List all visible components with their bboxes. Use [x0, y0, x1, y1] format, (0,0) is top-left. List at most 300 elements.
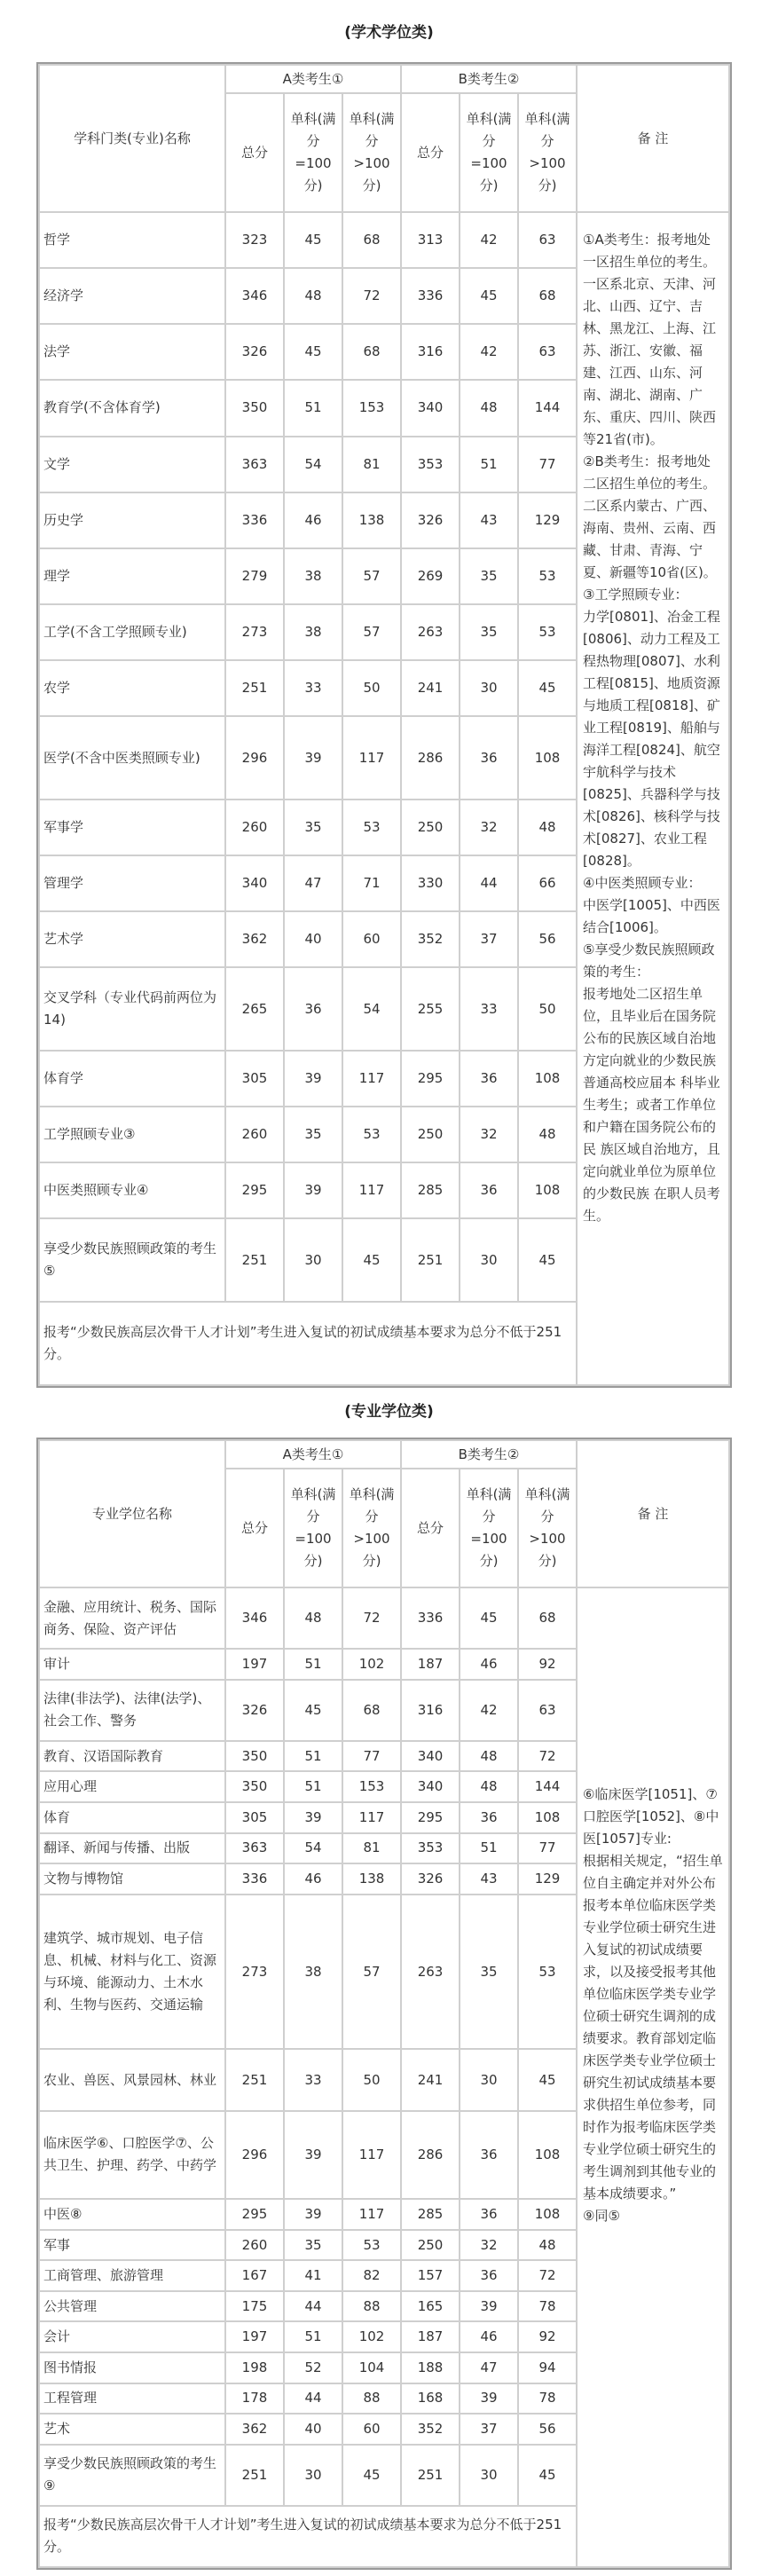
single-over100-header-b: 单科(满分>100分) [518, 93, 577, 212]
single-100-score-a: 38 [284, 604, 342, 660]
single-100-score-a: 51 [284, 380, 342, 436]
single-over100-score-b: 53 [518, 548, 577, 604]
single-over100-score-a: 68 [342, 212, 401, 268]
remark-paragraph: 中医学[1005]、中西医结合[1006]。 [583, 897, 720, 935]
total-score-a: 336 [225, 1863, 284, 1895]
group-b-header: B类考生② [401, 65, 577, 93]
single-over100-score-a: 50 [342, 660, 401, 716]
single-100-score-b: 51 [460, 437, 518, 492]
single-100-score-a: 33 [284, 660, 342, 716]
total-score-a: 260 [225, 800, 284, 855]
total-score-b: 250 [401, 1107, 460, 1162]
subject-name: 军事 [39, 2230, 225, 2261]
remark-paragraph: ④中医类照顾专业： [583, 875, 702, 891]
subject-name: 军事学 [39, 800, 225, 855]
single-100-score-b: 45 [460, 1587, 518, 1649]
total-score-b: 241 [401, 2049, 460, 2110]
group-b-header: B类考生② [401, 1440, 577, 1469]
single-over100-score-b: 63 [518, 1680, 577, 1741]
subject-name: 体育学 [39, 1051, 225, 1107]
single-over100-header-a: 单科(满分>100分) [342, 1469, 401, 1587]
single-over100-score-b: 66 [518, 855, 577, 911]
single-over100-score-b: 48 [518, 1107, 577, 1162]
subject-name: 工程管理 [39, 2383, 225, 2415]
group-a-header: A类考生① [225, 65, 401, 93]
total-score-a: 198 [225, 2352, 284, 2383]
table-row [39, 212, 729, 268]
subject-name: 体育 [39, 1802, 225, 1833]
total-score-a: 295 [225, 2199, 284, 2230]
single-100-score-a: 30 [284, 1218, 342, 1302]
single-100-score-b: 42 [460, 212, 518, 268]
total-score-b: 326 [401, 492, 460, 548]
subject-name: 金融、应用统计、税务、国际商务、保险、资产评估 [39, 1587, 225, 1649]
total-score-a: 260 [225, 2230, 284, 2261]
single100-header-b: 单科(满分=100分) [460, 1469, 518, 1587]
single-100-score-a: 54 [284, 437, 342, 492]
total-score-a: 260 [225, 1107, 284, 1162]
subject-name: 交叉学科（专业代码前两位为14) [39, 967, 225, 1051]
total-score-b: 353 [401, 1833, 460, 1864]
professional-table [38, 1439, 730, 2568]
single100-header-b: 单科(满分=100分) [460, 93, 518, 212]
remark-paragraph: 力学[0801]、冶金工程[0806]、动力工程及工程热物理[0807]、水利工程[0815]、地质资源与地质工程[0818]、矿业工程[0819]、船舶与海洋工程[0824]、航空宇航科学与技术[0825]、兵器科学与技术[0826]、核科学与技术[0827]、农业工程[0828]。 [583, 609, 720, 869]
total-score-a: 323 [225, 212, 284, 268]
remark-paragraph: ⑥临床医学[1051]、⑦口腔医学[1052]、⑧中医[1057]专业: [583, 1786, 719, 1847]
total-score-a: 273 [225, 604, 284, 660]
single-100-score-b: 36 [460, 2111, 518, 2200]
academic-table [38, 64, 730, 1386]
single-over100-score-a: 53 [342, 800, 401, 855]
total-score-a: 296 [225, 716, 284, 800]
single-100-score-a: 51 [284, 1741, 342, 1772]
single-100-score-a: 35 [284, 800, 342, 855]
remark-paragraph: 二区系内蒙古、广西、海南、贵州、云南、西藏、甘肃、青海、宁夏、新疆等10省(区)。 [583, 498, 717, 580]
total-score-b: 295 [401, 1051, 460, 1107]
remarks-notes [577, 1587, 729, 2567]
total-score-b: 316 [401, 1680, 460, 1741]
total-score-a: 175 [225, 2291, 284, 2322]
single-100-score-a: 45 [284, 324, 342, 380]
single-over100-score-b: 45 [518, 660, 577, 716]
total-score-a: 350 [225, 1741, 284, 1772]
single-over100-score-b: 45 [518, 2049, 577, 2110]
footer-note: 报考“少数民族高层次骨干人才计划”考生进入复试的初试成绩基本要求为总分不低于251分。 [39, 1302, 577, 1385]
subject-name: 文学 [39, 437, 225, 492]
single-over100-score-a: 88 [342, 2383, 401, 2415]
total-score-b: 263 [401, 1895, 460, 2050]
total-score-b: 187 [401, 2321, 460, 2352]
subject-name: 经济学 [39, 268, 225, 324]
total-score-a: 305 [225, 1051, 284, 1107]
single-100-score-a: 45 [284, 212, 342, 268]
total-score-a: 362 [225, 911, 284, 967]
subject-name: 翻译、新闻与传播、出版 [39, 1833, 225, 1864]
total-score-b: 187 [401, 1649, 460, 1680]
single-over100-score-a: 117 [342, 716, 401, 800]
single-100-score-b: 39 [460, 2383, 518, 2415]
single-over100-score-b: 68 [518, 1587, 577, 1649]
single-over100-score-a: 53 [342, 2230, 401, 2261]
total-score-a: 362 [225, 2414, 284, 2445]
subject-name: 艺术学 [39, 911, 225, 967]
single-100-score-a: 44 [284, 2291, 342, 2322]
subject-name: 公共管理 [39, 2291, 225, 2322]
remarks-header: 备 注 [577, 1440, 729, 1587]
subject-name: 哲学 [39, 212, 225, 268]
total-score-a: 296 [225, 2111, 284, 2200]
single-100-score-a: 51 [284, 1649, 342, 1680]
subject-name: 法学 [39, 324, 225, 380]
single-over100-score-b: 56 [518, 2414, 577, 2445]
footer-note: 报考“少数民族高层次骨干人才计划”考生进入复试的初试成绩基本要求为总分不低于251分。 [39, 2506, 577, 2567]
single-100-score-b: 51 [460, 1833, 518, 1864]
single-100-score-b: 32 [460, 1107, 518, 1162]
single-100-score-b: 35 [460, 1895, 518, 2050]
single-over100-score-a: 117 [342, 1051, 401, 1107]
single-100-score-a: 44 [284, 2383, 342, 2415]
single-over100-score-b: 53 [518, 1895, 577, 2050]
single-over100-score-a: 153 [342, 1771, 401, 1802]
single-over100-score-a: 138 [342, 1863, 401, 1895]
remark-paragraph: ②B类考生：报考地处二区招生单位的考生。 [583, 453, 717, 492]
single-over100-score-b: 72 [518, 2260, 577, 2291]
single-100-score-b: 30 [460, 2049, 518, 2110]
table-row [39, 1587, 729, 1649]
total-score-b: 286 [401, 2111, 460, 2200]
single-over100-score-a: 82 [342, 2260, 401, 2291]
single-over100-score-b: 63 [518, 324, 577, 380]
subject-name: 文物与博物馆 [39, 1863, 225, 1895]
single-over100-score-b: 94 [518, 2352, 577, 2383]
single-over100-score-a: 81 [342, 1833, 401, 1864]
single-over100-score-a: 117 [342, 1162, 401, 1218]
total-score-b: 251 [401, 2445, 460, 2506]
single-100-score-b: 43 [460, 1863, 518, 1895]
single-100-score-b: 32 [460, 2230, 518, 2261]
total-score-b: 165 [401, 2291, 460, 2322]
single-over100-score-b: 53 [518, 604, 577, 660]
single-over100-score-b: 78 [518, 2383, 577, 2415]
total-score-a: 251 [225, 1218, 284, 1302]
single-100-score-b: 46 [460, 2321, 518, 2352]
single-over100-score-b: 45 [518, 1218, 577, 1302]
single-over100-score-a: 45 [342, 2445, 401, 2506]
single-100-score-a: 48 [284, 268, 342, 324]
single-100-score-a: 38 [284, 548, 342, 604]
single-over100-score-a: 102 [342, 1649, 401, 1680]
subject-name: 医学(不含中医类照顾专业) [39, 716, 225, 800]
single-over100-score-a: 117 [342, 2199, 401, 2230]
remark-paragraph: ⑨同⑤ [583, 2208, 620, 2224]
total-score-b: 326 [401, 1863, 460, 1895]
total-score-b: 340 [401, 1771, 460, 1802]
single-100-score-b: 36 [460, 2260, 518, 2291]
single-100-score-b: 45 [460, 268, 518, 324]
single-100-score-b: 48 [460, 1741, 518, 1772]
single-100-score-a: 39 [284, 2199, 342, 2230]
single-over100-score-b: 56 [518, 911, 577, 967]
single-over100-score-b: 50 [518, 967, 577, 1051]
single-100-score-a: 30 [284, 2445, 342, 2506]
subject-name: 享受少数民族照顾政策的考生⑨ [39, 2445, 225, 2506]
total-score-a: 336 [225, 492, 284, 548]
single100-header-a: 单科(满分=100分) [284, 93, 342, 212]
single-100-score-a: 51 [284, 1771, 342, 1802]
total-score-b: 157 [401, 2260, 460, 2291]
single-100-score-b: 30 [460, 1218, 518, 1302]
total-score-b: 352 [401, 2414, 460, 2445]
total-score-a: 346 [225, 1587, 284, 1649]
single-over100-score-a: 104 [342, 2352, 401, 2383]
single-over100-score-a: 102 [342, 2321, 401, 2352]
single-over100-score-b: 92 [518, 1649, 577, 1680]
total-score-a: 178 [225, 2383, 284, 2415]
single-over100-score-b: 108 [518, 1802, 577, 1833]
single-100-score-b: 30 [460, 660, 518, 716]
group-a-header: A类考生① [225, 1440, 401, 1469]
single-100-score-b: 36 [460, 716, 518, 800]
remarks-header: 备 注 [577, 65, 729, 212]
single-100-score-a: 35 [284, 2230, 342, 2261]
total-header-a: 总分 [225, 1469, 284, 1587]
single-100-score-b: 42 [460, 324, 518, 380]
subject-name: 建筑学、城市规划、电子信息、机械、材料与化工、资源与环境、能源动力、土木水利、生物与医药、交通运输 [39, 1895, 225, 2050]
subject-name: 农业、兽医、风景园林、林业 [39, 2049, 225, 2110]
single-100-score-b: 37 [460, 2414, 518, 2445]
single-over100-score-a: 72 [342, 1587, 401, 1649]
subject-name: 法律(非法学)、法律(法学)、社会工作、警务 [39, 1680, 225, 1741]
single-100-score-b: 35 [460, 604, 518, 660]
total-score-a: 363 [225, 1833, 284, 1864]
single-over100-score-a: 57 [342, 548, 401, 604]
subject-name: 教育、汉语国际教育 [39, 1741, 225, 1772]
total-score-b: 295 [401, 1802, 460, 1833]
single-over100-score-a: 117 [342, 2111, 401, 2200]
total-score-a: 197 [225, 2321, 284, 2352]
single-100-score-a: 40 [284, 2414, 342, 2445]
single-100-score-a: 46 [284, 1863, 342, 1895]
single-100-score-a: 39 [284, 1162, 342, 1218]
single-over100-score-a: 138 [342, 492, 401, 548]
single-over100-score-b: 68 [518, 268, 577, 324]
single-over100-score-b: 108 [518, 2111, 577, 2200]
subject-name: 工学(不含工学照顾专业) [39, 604, 225, 660]
total-score-b: 313 [401, 212, 460, 268]
single-100-score-b: 33 [460, 967, 518, 1051]
total-score-b: 340 [401, 1741, 460, 1772]
single-over100-score-b: 108 [518, 2199, 577, 2230]
single-over100-score-b: 108 [518, 1162, 577, 1218]
single-100-score-b: 44 [460, 855, 518, 911]
total-score-a: 167 [225, 2260, 284, 2291]
single-100-score-a: 39 [284, 716, 342, 800]
single-100-score-b: 47 [460, 2352, 518, 2383]
remark-paragraph: ①A类考生：报考地处一区招生单位的考生。 [583, 232, 717, 270]
single-100-score-b: 37 [460, 911, 518, 967]
single-100-score-a: 46 [284, 492, 342, 548]
single-over100-score-a: 117 [342, 1802, 401, 1833]
single-over100-score-a: 57 [342, 604, 401, 660]
subject-name: 中医类照顾专业④ [39, 1162, 225, 1218]
remark-paragraph: 报考地处二区招生单位，且毕业后在国务院公布的民族区域自治地方定向就业的少数民族普通高校应届本 科毕业生考生；或者工作单位和户籍在国务院公布的民 族区域自治地方，且定向就业单位为原单位的少数民族 在职人员考生。 [583, 986, 720, 1224]
single-100-score-b: 46 [460, 1649, 518, 1680]
single-100-score-a: 39 [284, 1051, 342, 1107]
subject-name: 工学照顾专业③ [39, 1107, 225, 1162]
subject-name: 农学 [39, 660, 225, 716]
total-score-a: 340 [225, 855, 284, 911]
total-score-b: 263 [401, 604, 460, 660]
single-over100-score-a: 88 [342, 2291, 401, 2322]
total-score-a: 363 [225, 437, 284, 492]
total-score-b: 336 [401, 268, 460, 324]
subject-name: 会计 [39, 2321, 225, 2352]
subject-name: 历史学 [39, 492, 225, 548]
single-over100-score-b: 63 [518, 212, 577, 268]
remark-paragraph: 一区系北京、天津、河北、山西、辽宁、吉林、黑龙江、上海、江苏、浙江、安徽、福建、江西、山东、河南、湖北、湖南、广东、重庆、四川、陕西等21省(市)。 [583, 276, 717, 447]
single-100-score-b: 36 [460, 1802, 518, 1833]
total-score-a: 197 [225, 1649, 284, 1680]
single-100-score-b: 36 [460, 1162, 518, 1218]
remark-paragraph: ⑤享受少数民族照顾政策的考生： [583, 941, 715, 980]
single-over100-score-a: 81 [342, 437, 401, 492]
single-over100-header-b: 单科(满分>100分) [518, 1469, 577, 1587]
single-over100-score-a: 68 [342, 324, 401, 380]
single-over100-score-a: 71 [342, 855, 401, 911]
total-score-a: 273 [225, 1895, 284, 2050]
subject-name: 应用心理 [39, 1771, 225, 1802]
single-100-score-b: 43 [460, 492, 518, 548]
total-score-b: 285 [401, 2199, 460, 2230]
total-score-b: 250 [401, 2230, 460, 2261]
total-score-b: 251 [401, 1218, 460, 1302]
single-100-score-a: 40 [284, 911, 342, 967]
total-score-b: 285 [401, 1162, 460, 1218]
total-score-b: 286 [401, 716, 460, 800]
single-over100-score-a: 53 [342, 1107, 401, 1162]
single-100-score-b: 42 [460, 1680, 518, 1741]
total-score-a: 346 [225, 268, 284, 324]
single-over100-score-a: 60 [342, 2414, 401, 2445]
subject-name: 管理学 [39, 855, 225, 911]
total-score-a: 251 [225, 2049, 284, 2110]
total-score-a: 279 [225, 548, 284, 604]
single-100-score-a: 41 [284, 2260, 342, 2291]
total-score-b: 269 [401, 548, 460, 604]
single-100-score-b: 39 [460, 2291, 518, 2322]
single-100-score-a: 39 [284, 1802, 342, 1833]
single-over100-score-b: 144 [518, 1771, 577, 1802]
single100-header-a: 单科(满分=100分) [284, 1469, 342, 1587]
single-over100-score-a: 45 [342, 1218, 401, 1302]
total-score-b: 250 [401, 800, 460, 855]
total-score-a: 350 [225, 1771, 284, 1802]
single-100-score-a: 54 [284, 1833, 342, 1864]
single-over100-header-a: 单科(满分>100分) [342, 93, 401, 212]
single-100-score-a: 38 [284, 1895, 342, 2050]
single-over100-score-b: 45 [518, 2445, 577, 2506]
total-score-b: 241 [401, 660, 460, 716]
single-over100-score-a: 77 [342, 1741, 401, 1772]
single-100-score-a: 51 [284, 2321, 342, 2352]
single-over100-score-b: 78 [518, 2291, 577, 2322]
subject-name: 艺术 [39, 2414, 225, 2445]
subject-name: 审计 [39, 1649, 225, 1680]
single-over100-score-a: 68 [342, 1680, 401, 1741]
single-100-score-a: 36 [284, 967, 342, 1051]
single-100-score-b: 36 [460, 2199, 518, 2230]
professional-title: (专业学位类) [344, 1403, 434, 1421]
subject-name: 工商管理、旅游管理 [39, 2260, 225, 2291]
single-over100-score-a: 50 [342, 2049, 401, 2110]
subject-name: 临床医学⑥、口腔医学⑦、公共卫生、护理、药学、中药学 [39, 2111, 225, 2200]
total-header-b: 总分 [401, 1469, 460, 1587]
single-over100-score-a: 57 [342, 1895, 401, 2050]
total-score-b: 188 [401, 2352, 460, 2383]
academic-title: (学术学位类) [344, 24, 434, 42]
single-over100-score-a: 72 [342, 268, 401, 324]
total-header-a: 总分 [225, 93, 284, 212]
total-score-a: 251 [225, 2445, 284, 2506]
single-100-score-b: 32 [460, 800, 518, 855]
total-score-a: 251 [225, 660, 284, 716]
subject-name: 中医⑧ [39, 2199, 225, 2230]
subject-header: 专业学位名称 [39, 1440, 225, 1587]
single-100-score-a: 39 [284, 2111, 342, 2200]
total-score-b: 353 [401, 437, 460, 492]
remark-paragraph: 根据相关规定，“招生单位自主确定并对外公布报考本单位临床医学类专业学位硕士研究生进入复试的初试成绩要求，以及接受报考其他单位临床医学类专业学位硕士研究生调剂的成绩要求。教育部划定临床医学类专业学位硕士研究生初试成绩基本要求供招生单位参考，同时作为报考临床医学类专业学位硕士研究生的考生调剂到其他专业的基本成绩要求。” [583, 1853, 723, 2202]
total-score-b: 330 [401, 855, 460, 911]
total-score-a: 326 [225, 1680, 284, 1741]
single-over100-score-b: 48 [518, 800, 577, 855]
single-over100-score-b: 129 [518, 492, 577, 548]
single-over100-score-b: 144 [518, 380, 577, 436]
single-over100-score-a: 60 [342, 911, 401, 967]
single-100-score-b: 48 [460, 380, 518, 436]
total-score-a: 326 [225, 324, 284, 380]
single-over100-score-b: 108 [518, 1051, 577, 1107]
single-over100-score-b: 129 [518, 1863, 577, 1895]
subject-header: 学科门类(专业)名称 [39, 65, 225, 212]
total-score-b: 316 [401, 324, 460, 380]
single-over100-score-b: 77 [518, 1833, 577, 1864]
total-score-a: 305 [225, 1802, 284, 1833]
single-over100-score-a: 54 [342, 967, 401, 1051]
remarks-notes [577, 212, 729, 1385]
total-score-b: 168 [401, 2383, 460, 2415]
subject-name: 教育学(不含体育学) [39, 380, 225, 436]
total-score-a: 265 [225, 967, 284, 1051]
remark-paragraph: ③工学照顾专业： [583, 587, 688, 603]
total-score-a: 295 [225, 1162, 284, 1218]
single-100-score-b: 30 [460, 2445, 518, 2506]
subject-name: 享受少数民族照顾政策的考生⑤ [39, 1218, 225, 1302]
single-100-score-a: 33 [284, 2049, 342, 2110]
total-score-b: 340 [401, 380, 460, 436]
total-score-b: 336 [401, 1587, 460, 1649]
single-100-score-b: 35 [460, 548, 518, 604]
single-over100-score-b: 77 [518, 437, 577, 492]
total-score-a: 350 [225, 380, 284, 436]
single-100-score-a: 48 [284, 1587, 342, 1649]
single-100-score-b: 48 [460, 1771, 518, 1802]
single-100-score-a: 52 [284, 2352, 342, 2383]
total-header-b: 总分 [401, 93, 460, 212]
single-over100-score-b: 72 [518, 1741, 577, 1772]
subject-name: 理学 [39, 548, 225, 604]
total-score-b: 352 [401, 911, 460, 967]
single-100-score-b: 36 [460, 1051, 518, 1107]
